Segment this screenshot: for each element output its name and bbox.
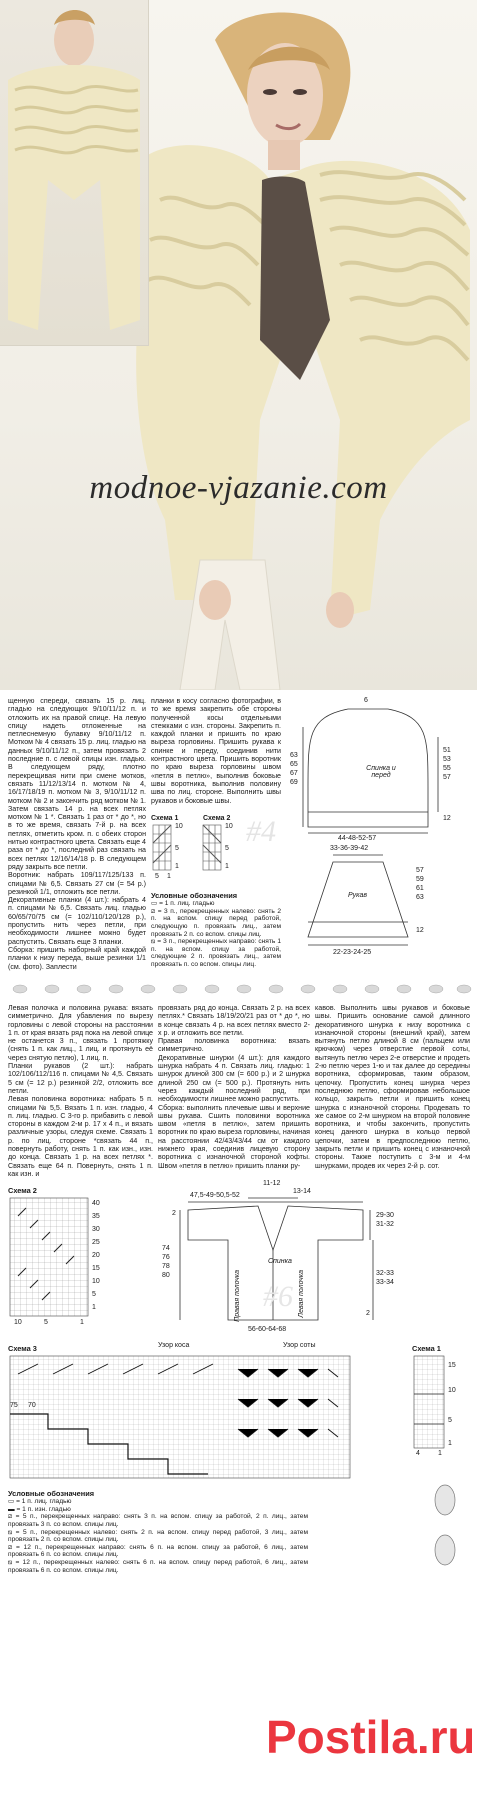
scheme-grid <box>412 1354 452 1464</box>
paragraph: Воротник: набрать 109/117/125/133 п. спицами № 6,5. Связать 27 см (= 54 р.) резинкой 1/1, отложить все петли. <box>8 871 146 896</box>
legend-item: ⧅ = 12 п., перекрещенных налево: снять 6 п. на вспом. спицу перед работой, 6 лиц., затем провязать 6 п. со вспом. спицы лиц. <box>8 1559 308 1574</box>
row-number: 1 <box>448 1440 452 1447</box>
pattern-4 <box>288 697 473 972</box>
dimension: 55 <box>443 765 451 772</box>
col-number: 1 <box>80 1319 84 1326</box>
dimension: 74 <box>162 1245 170 1252</box>
row-number: 10 <box>448 1387 456 1394</box>
col-number: 1 <box>438 1450 442 1457</box>
dimension: 51 <box>443 747 451 754</box>
dimension: 69 <box>290 779 298 786</box>
scheme-grid <box>8 1354 358 1482</box>
piece-label-right-front: Правая полочка <box>234 1270 241 1322</box>
legend-item: ⧄ = 5 п., перекрещенных направо: снять 3 п. на вспом. спицу за работой, 2 п. лиц., затем провязать 3 п. со вспом. спицы лиц. <box>8 1513 308 1529</box>
scheme-4-charts <box>151 815 281 885</box>
svg-text:Postila.ru: Postila.ru <box>266 1711 472 1763</box>
piece-label-back: Спинка <box>268 1258 292 1265</box>
pattern-6-outline <box>148 1180 473 1340</box>
paragraph: Сборка: пришить наборный край каждой планки к низу переда, выше резинки 1/1 (см. фото). Заплести <box>8 945 146 971</box>
piece-label-left-front: Левая полочка <box>298 1270 305 1318</box>
legend-title: Условные обозначения <box>8 1489 95 1498</box>
scheme-1-chart <box>412 1342 474 1472</box>
scheme-title: Схема 3 <box>8 1344 37 1353</box>
paragraph: Сборка: выполнить плечевые швы и верхние швы рукава. Сшить половинки воротника швом «петля в петлю», затем пришить воротник по краю выреза горловины, начиная на расстоянии 42/43/43/44 см от каждого нижнего края, соединив лицевую сторону воротника с изнаночной стороной кофты. Швом «петля в петлю» пришить планки ру- <box>158 1103 310 1170</box>
col-number: 1 <box>167 873 171 880</box>
paragraph: щенную спереди, связать 15 р. лиц. гладью на следующих 9/10/11/12 п. и отложить их на правой спице. На левую спицу надеть отложенные на петлеснемную булавку 9/10/11/12 п. Мотком № 4 связать 15 р. лиц. гладью на данных 9/10/11/12 п., затем провязать 2 последние п. с левой спицы изн. гладью. В следующем ряду, плотно перекрещивая нити при смене мотков, связать 11/12/13/14 п. мотком № 4, 16/17/18/19 п. мотком № 3, 9/10/11/12 п. мотком № 2 и закончить ряд мотком № 1. Затем связать 14 р. на всех петлях мотком № 1 *. Связать 1 раз от * до *, но в то же время, связать 7-й р. на всех петлях, отметить кром. п. с обеих сторон нитью контрастного цвета. Связать еще 4 раза от * до *, последний раз связать на всех петлях 12/16/14/18 р. В следующем ряду закрыть все петли. <box>8 697 146 871</box>
row-number: 20 <box>92 1252 100 1259</box>
dimension: 13-14 <box>293 1188 311 1195</box>
legend-4 <box>151 892 281 969</box>
scheme-3-chart <box>8 1342 358 1482</box>
section-badge: #6 <box>263 1280 293 1313</box>
row-number: 10 <box>225 823 233 830</box>
brand-logo <box>262 1685 472 1785</box>
dimension: 32-33 <box>376 1270 394 1277</box>
photo-inset-back-view <box>0 0 149 346</box>
instructions-6-column-1 <box>8 1004 153 1178</box>
dimension: 78 <box>162 1263 170 1270</box>
row-number: 5 <box>92 1291 96 1298</box>
instructions-6-column-2 <box>158 1004 310 1170</box>
row-number: 15 <box>448 1362 456 1369</box>
row-number: 5 <box>225 845 229 852</box>
dimension: 2 <box>172 1210 176 1217</box>
paragraph: Декоративные шнурки (4 шт.): для каждого шнурка набрать 4 п. Связать лиц. гладью: 1 шнурок длиной 300 см (= 600 р.) и 2 шнурка длиной 250 см (= 500 р.). Протянуть нить через каждый последний ряд, при необходимости лишнее можно распустить. <box>158 1053 310 1104</box>
row-number: 5 <box>448 1417 452 1424</box>
row-number: 30 <box>92 1226 100 1233</box>
legend-item: ⧄ = 3 п., перекрещенных налево: снять 2 п. на вспом. спицу перед работой, следующую п. провязать лиц., затем провязать 2 п. со вспом. спицы лиц. <box>151 907 281 938</box>
dimension: 63 <box>416 894 424 901</box>
dimension: 22-23-24-25 <box>333 949 372 956</box>
row-number: 1 <box>175 863 179 870</box>
instructions-column-1 <box>8 697 146 971</box>
legend-item: ▬ = 1 п. изн. гладью <box>8 1505 71 1513</box>
dimension: 33-36-39-42 <box>330 845 369 852</box>
legend-item: ▭ = 1 п. лиц. гладью <box>8 1498 72 1506</box>
row-number: 10 <box>175 823 183 830</box>
row-number: 15 <box>92 1265 100 1272</box>
dimension: 11-12 <box>263 1180 281 1187</box>
paragraph: Левая половинка воротника: набрать 5 п. спицами № 5,5. Вязать 1 п. изн. гладью, 4 п. лиц. гладью. С 3-го р. прибавить с левой стороны в каждом 2-м р. 17 х 4 п., и вязать различные узоры, следуя схеме. Связать 1 р. по лиц. стороне *связать 44 п., повернуть работу, снять 1 п. как изн., изн. до конца. Связать 1 р. на всех петлях *. Связать еще 64 п. Повернуть, снять 1 п. как изн. и <box>8 1095 153 1178</box>
legend-item: ⧅ = 3 п., перекрещенных направо: снять 1 п. на вспом. спицу за работой, следующие 2 п. провязать лиц., затем провязать п. со вспом. спицы лиц. <box>151 938 281 969</box>
scheme-2-title: Схема 2 <box>203 815 231 822</box>
dimension: 31-32 <box>376 1221 394 1228</box>
dimension: 76 <box>162 1254 170 1261</box>
row-number: 25 <box>92 1239 100 1246</box>
piece-label-sleeve: Рукав <box>348 892 368 899</box>
col-number: 5 <box>44 1319 48 1326</box>
legend-item: ⧅ = 5 п., перекрещенных налево: снять 2 п. на вспом. спицу перед работой, 3 лиц., затем провязать 2 п. со вспом. спицы лиц. <box>8 1528 308 1544</box>
dimension: 53 <box>443 756 451 763</box>
paragraph: Левая полочка и половина рукава: вязать симметрично. Для убавления по вырезу горловины с левой стороны на расстоянии 1 п. от края вязать ряд пока на левой спице не останется 3 п., связать 1 протяжку (снять 1 п. как лиц., 1 лиц. и протянуть её через снятую петлю), 1 лиц. п. <box>8 1004 153 1062</box>
dimension: 47,5-49-50,5-52 <box>190 1192 240 1199</box>
brand-logo-graphic <box>262 1685 472 1785</box>
col-number: 10 <box>14 1319 22 1326</box>
dimension: 57 <box>416 867 424 874</box>
mitten-illustration <box>420 1480 470 1590</box>
row-number: 1 <box>92 1304 96 1311</box>
row-number: 10 <box>92 1278 100 1285</box>
row-number: 5 <box>175 845 179 852</box>
dimension: 29-30 <box>376 1212 394 1219</box>
paragraph: Правая половинка воротника: вязать симметрично. <box>158 1037 310 1054</box>
paragraph: Декоративные планки (4 шт.): набрать 4 п. спицами № 6,5. Связать лиц. гладью 60/65/70/75 см (= 102/110/120/128 р.), пропустить нить через петли, при необходимости лишнее можно будет распустить. Связать еще 3 планки. <box>8 896 146 946</box>
pattern-6 <box>148 1180 473 1340</box>
legend-title: Условные обозначения <box>151 891 238 900</box>
row-number: 40 <box>92 1200 100 1207</box>
paragraph: Планки рукавов (2 шт.): набрать 102/106/112/116 п. спицами № 4,5. Связать 5 см (= 12 р.) резинкой 2/2, отложить все петли. <box>8 1062 153 1095</box>
dimension: 67 <box>290 770 298 777</box>
pattern-label: Узор коса <box>158 1342 190 1349</box>
dimension: 80 <box>162 1272 170 1279</box>
dimension: 57 <box>443 774 451 781</box>
row-number: 75 <box>10 1402 18 1409</box>
scheme-title: Схема 2 <box>8 1186 37 1195</box>
dimension: 44-48-52-57 <box>338 835 377 842</box>
scheme-6-chart-2 <box>8 1186 108 1336</box>
dimension: 12 <box>443 815 451 822</box>
row-number: 35 <box>92 1213 100 1220</box>
dimension: 33-34 <box>376 1279 394 1286</box>
paragraph: провязать ряд до конца. Связать 2 р. на всех петлях.* Связать 18/19/20/21 раз от * до *, но в конце связать 4 р. на всех петлях вместо 2-х р. и отложить все петли. <box>158 1004 310 1037</box>
col-number: 4 <box>416 1450 420 1457</box>
row-number: 70 <box>28 1402 36 1409</box>
watermark-text: modnoe-vjazanie.com <box>89 470 388 506</box>
dimension: 59 <box>416 876 424 883</box>
mitten-divider <box>0 980 477 998</box>
pattern-4-outline <box>288 697 473 972</box>
scheme-title: Схема 1 <box>412 1344 441 1353</box>
dimension: 61 <box>416 885 424 892</box>
instructions-6-column-3: кавов. Выполнить швы рукавов и боковые швы. Пришить основание самой длинного декоративного шнурка к низу воротника с изнаночной стороны (внешний край), затем вытянуть петлю длиной 8 см (пальцем или крючком) через отверстие первой соты, вытянуть петлю через 2-е отверстие и продеть 2-ю петлю через 1-ю и так далее до середины воротника, сформировав, таким образом, цепочку. Пропустить конец шнурка через последнюю петлю, сформировав небольшое кольцо, закрыть петли и пришить конец шнурка с изнаночной стороны. Продевать то же самое со 2-м шнурком на второй половине воротника, и чтобы закончить, пропустить конец данного шнурка в кольцо первой цепочки, затем в предпоследнюю петлю, закрыть петли и пришить конец с изнаночной стороны. Также поступить с 3-м и 4-м шнурками, продев их через 2-й р. сот. <box>315 1004 470 1170</box>
instructions-column-2: планки в косу согласно фотографии, в то же время закрепить обе стороны полученной косы отдельными стежками с изн. стороны. Закрепить п. каждой планки и пришить по краю выреза горловины. Пришить рукава к спинке и переду, соединив нити контрастного цвета. Пришить воротник по краю выреза горловины швом «петля в петлю», выполнив боковые швы воротника, выполнив половину шва по лиц. стороне. Выполнить швы рукавов и боковые швы. <box>151 697 281 805</box>
legend-6 <box>8 1490 308 1574</box>
dimension: 65 <box>290 761 298 768</box>
row-number: 1 <box>225 863 229 870</box>
dimension: 56-60-64-68 <box>248 1326 287 1333</box>
scheme-1-title: Схема 1 <box>151 815 179 822</box>
photo-model <box>0 0 477 690</box>
col-number: 5 <box>155 873 159 880</box>
legend-item: ⧄ = 12 п., перекрещенных направо: снять 6 п. на вспом. спицу за работой, 6 лиц., затем провязать 6 п. со вспом. спицы лиц. <box>8 1543 308 1559</box>
dimension: 12 <box>416 927 424 934</box>
dimension: 63 <box>290 752 298 759</box>
piece-label-back: Спинка и перед <box>366 765 396 779</box>
section-badge: #4 <box>246 815 276 848</box>
pattern-label: Узор соты <box>283 1342 316 1349</box>
dimension: 2 <box>366 1310 370 1317</box>
dimension: 6 <box>364 697 368 704</box>
legend-item: ▭ = 1 п. лиц. гладью <box>151 900 215 908</box>
